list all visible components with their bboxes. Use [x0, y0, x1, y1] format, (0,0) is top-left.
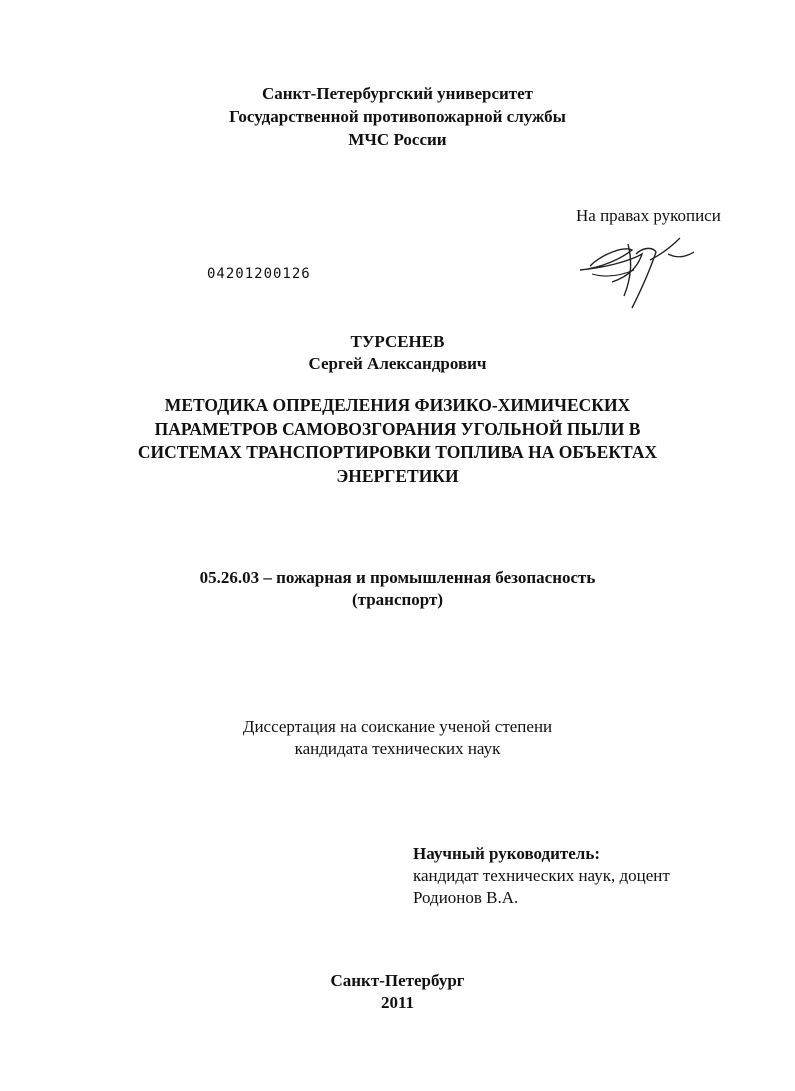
author-given-names: Сергей Александрович — [308, 354, 487, 373]
title-line-4: ЭНЕРГЕТИКИ — [336, 465, 459, 486]
institution-line-1: Санкт-Петербургский университет — [261, 84, 534, 103]
author-surname: ТУРСЕНЕВ — [350, 332, 445, 351]
advisor-block — [413, 843, 670, 909]
degree-line-2: кандидата технических наук — [294, 739, 501, 758]
author-block — [0, 331, 795, 375]
institution-header — [0, 82, 795, 151]
institution-line-2: Государственной противопожарной службы — [229, 107, 566, 126]
specialty-line-2: (транспорт) — [351, 590, 444, 609]
place-year-block — [0, 970, 795, 1014]
advisor-name: Родионов В.А. — [413, 888, 519, 907]
title-line-2: ПАРАМЕТРОВ САМОВОЗГОРАНИЯ УГОЛЬНОЙ ПЫЛИ В — [154, 418, 641, 439]
advisor-credentials: кандидат технических наук, доцент — [413, 866, 670, 885]
specialty-line-1: 05.26.03 – пожарная и промышленная безопасность — [199, 568, 596, 587]
city: Санкт-Петербург — [330, 971, 465, 990]
handwritten-signature — [572, 224, 702, 314]
institution-line-3: МЧС России — [348, 130, 447, 149]
dissertation-title — [0, 394, 795, 488]
degree-block — [0, 716, 795, 760]
degree-line-1: Диссертация на соискание ученой степени — [242, 717, 553, 736]
registration-code: 04201200126 — [207, 266, 311, 282]
manuscript-note: На правах рукописи — [576, 206, 721, 225]
specialty-block — [0, 567, 795, 611]
year: 2011 — [380, 993, 415, 1012]
title-line-3: СИСТЕМАХ ТРАНСПОРТИРОВКИ ТОПЛИВА НА ОБЪЕКТАХ — [137, 442, 658, 462]
advisor-heading: Научный руководитель: — [413, 844, 600, 863]
title-line-1: МЕТОДИКА ОПРЕДЕЛЕНИЯ ФИЗИКО-ХИМИЧЕСКИХ — [164, 395, 631, 415]
